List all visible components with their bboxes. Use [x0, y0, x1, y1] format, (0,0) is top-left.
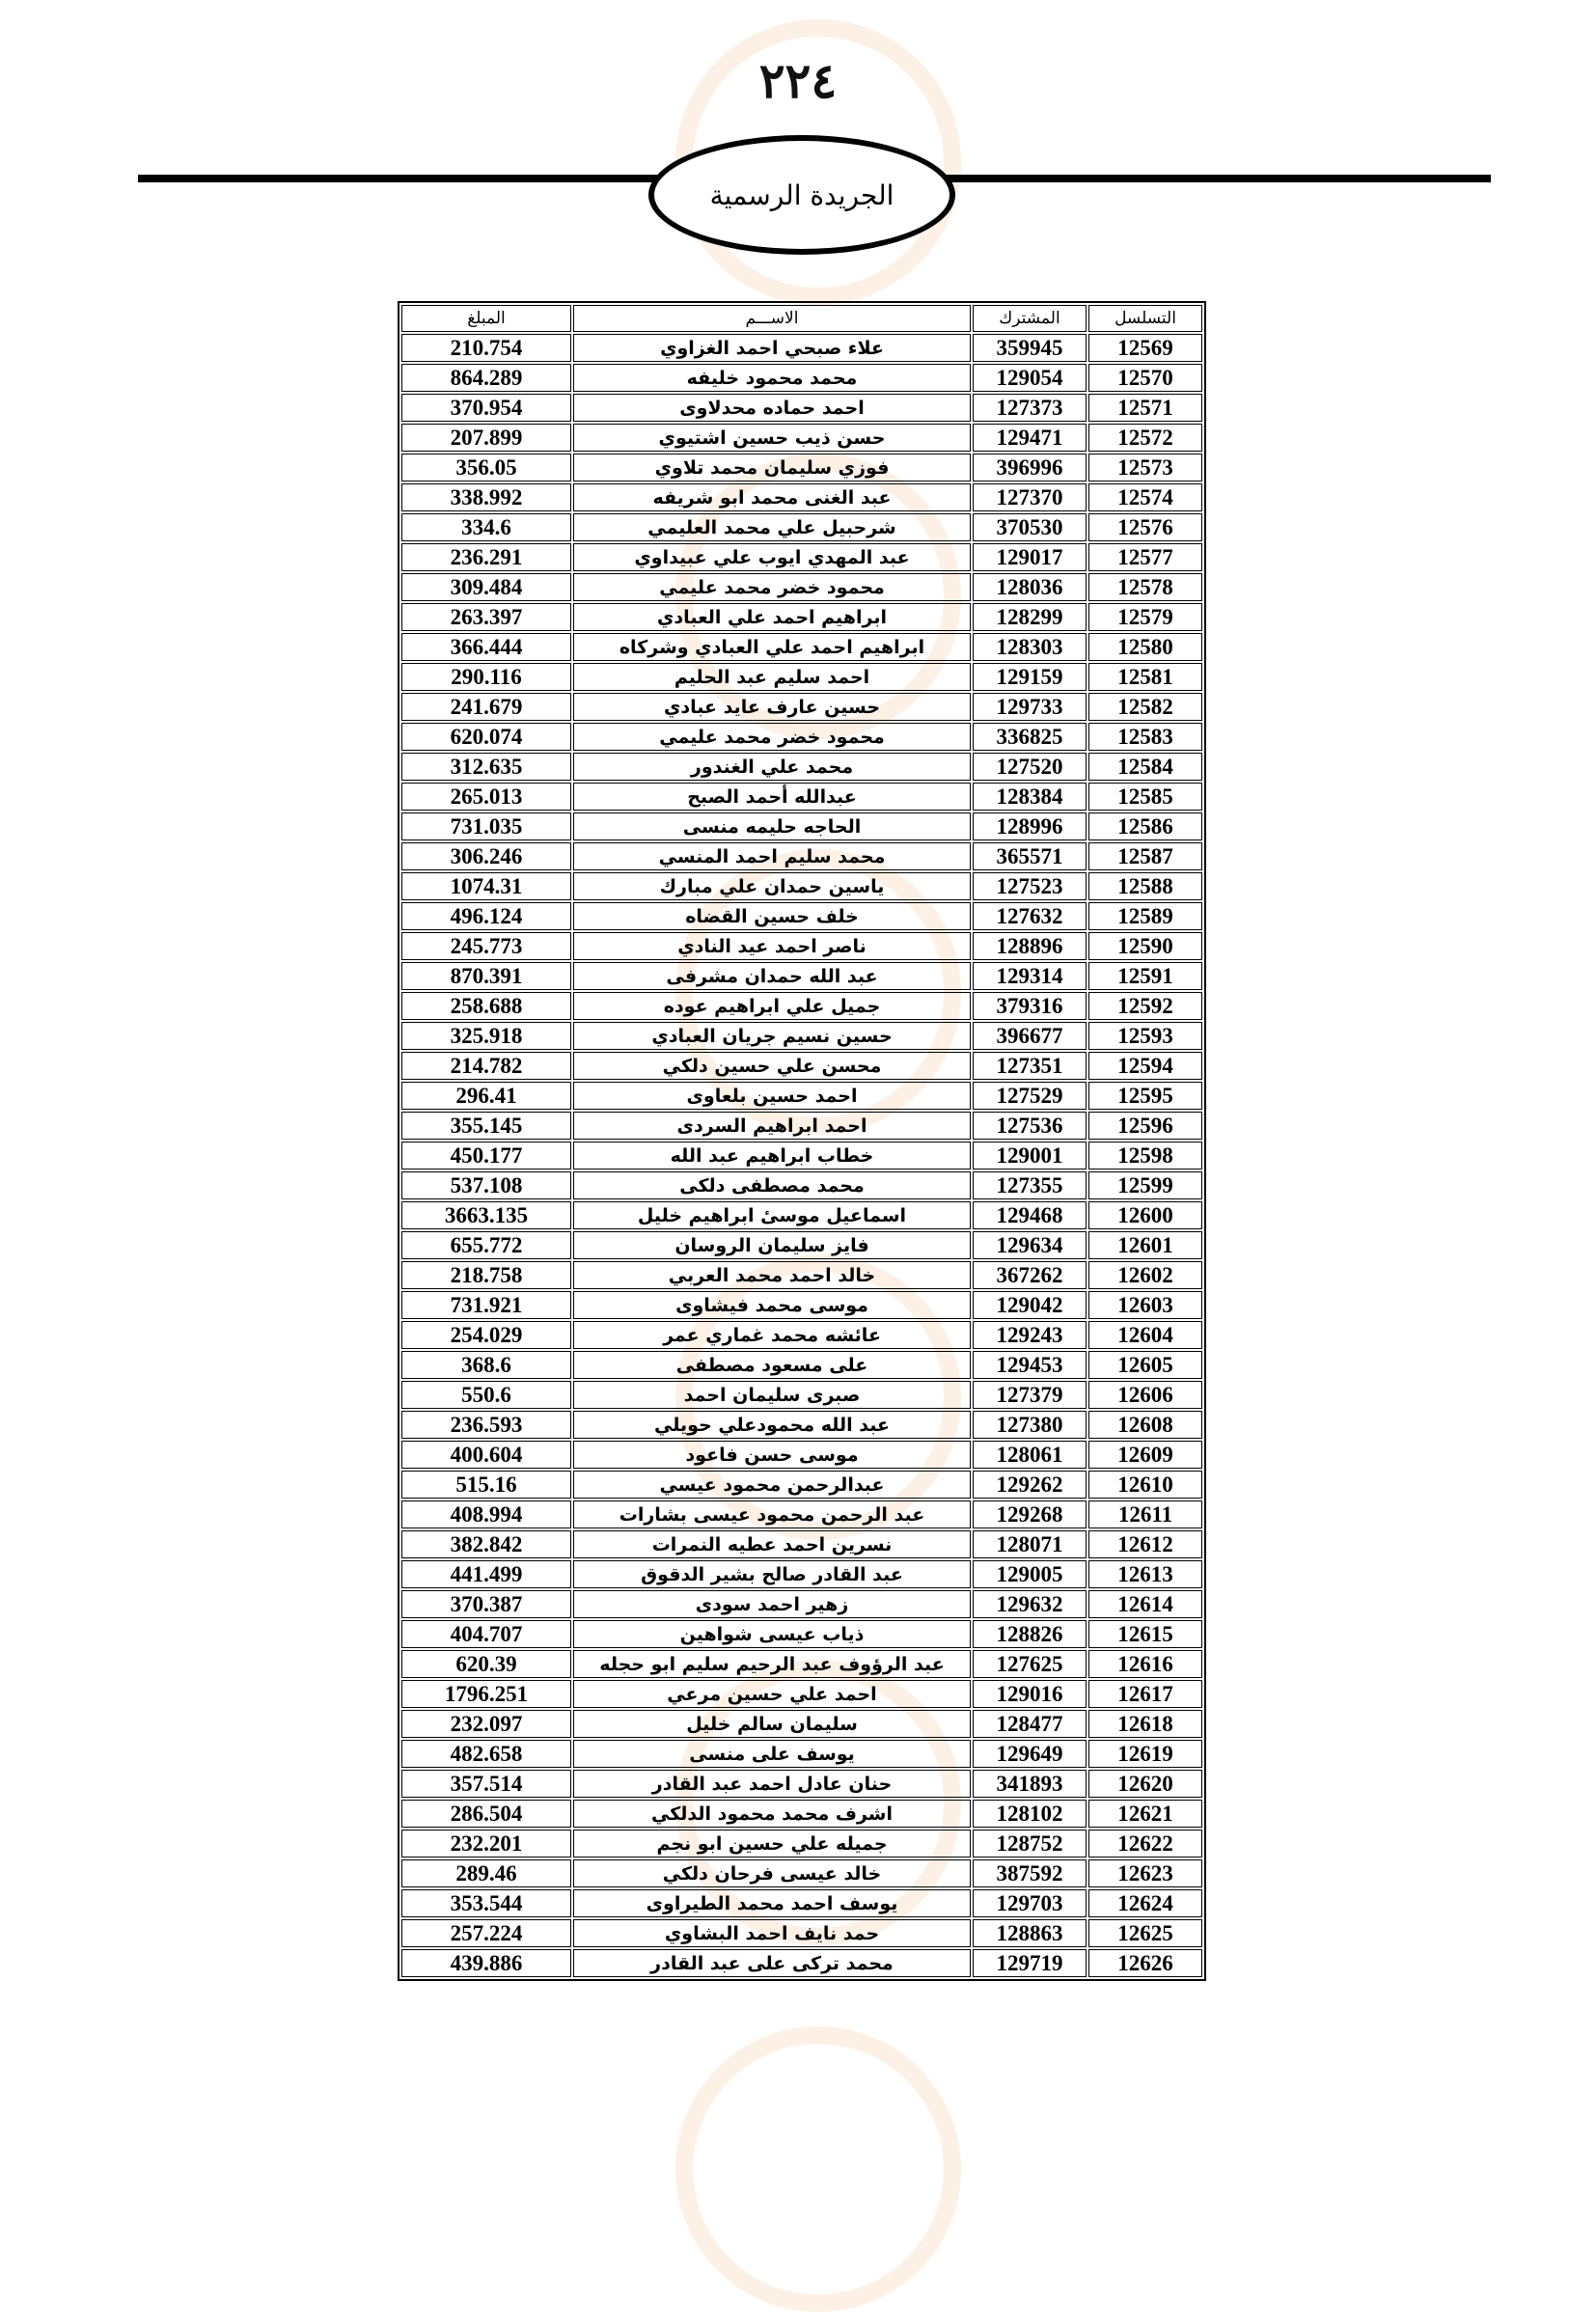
gazette-title-oval: [648, 135, 955, 255]
cell-name: محمود خضر محمد عليمي: [573, 723, 971, 751]
cell-serial: 12570: [1088, 364, 1202, 392]
cell-amount: 334.6: [401, 513, 571, 541]
table-row: [401, 1889, 1202, 1917]
cell-name: عبدالله أحمد الصبح: [573, 783, 971, 811]
cell-serial: 12624: [1088, 1889, 1202, 1917]
table-row: [401, 842, 1202, 870]
cell-name: ابراهيم احمد علي العبادي وشركاه: [573, 633, 971, 661]
cell-serial: 12603: [1088, 1291, 1202, 1319]
table-header-row: [401, 305, 1202, 332]
cell-amount: 355.145: [401, 1112, 571, 1140]
cell-serial: 12583: [1088, 723, 1202, 751]
cell-serial: 12617: [1088, 1680, 1202, 1708]
table-row: [401, 633, 1202, 661]
cell-serial: 12598: [1088, 1142, 1202, 1170]
cell-subscriber: 127625: [973, 1650, 1087, 1678]
cell-subscriber: 129468: [973, 1201, 1087, 1229]
cell-serial: 12605: [1088, 1351, 1202, 1379]
cell-name: ابراهيم احمد علي العبادي: [573, 603, 971, 631]
cell-name: عبد الغنى محمد ابو شريفه: [573, 483, 971, 511]
cell-name: سليمان سالم خليل: [573, 1710, 971, 1738]
cell-name: محمد مصطفى دلكى: [573, 1171, 971, 1199]
cell-serial: 12611: [1088, 1500, 1202, 1528]
cell-subscriber: 129042: [973, 1291, 1087, 1319]
table-row: [401, 1142, 1202, 1170]
column-header-amount: المبلغ: [401, 305, 571, 332]
cell-subscriber: 128896: [973, 932, 1087, 960]
cell-serial: 12618: [1088, 1710, 1202, 1738]
cell-amount: 357.514: [401, 1770, 571, 1798]
cell-subscriber: 129005: [973, 1560, 1087, 1588]
cell-serial: 12601: [1088, 1231, 1202, 1259]
table-row: [401, 1381, 1202, 1409]
cell-name: حسين عارف عايد عبادي: [573, 693, 971, 721]
table-row: [401, 932, 1202, 960]
cell-name: حسن ذيب حسين اشتيوي: [573, 424, 971, 452]
cell-subscriber: 128752: [973, 1830, 1087, 1858]
cell-serial: 12602: [1088, 1261, 1202, 1289]
cell-serial: 12581: [1088, 663, 1202, 691]
cell-subscriber: 129632: [973, 1590, 1087, 1618]
table-row: [401, 1530, 1202, 1558]
table-row: [401, 1590, 1202, 1618]
cell-name: خلف حسين القضاه: [573, 902, 971, 930]
table-row: [401, 1201, 1202, 1229]
cell-name: محمود خضر محمد عليمي: [573, 573, 971, 601]
cell-name: ناصر احمد عيد النادي: [573, 932, 971, 960]
cell-serial: 12577: [1088, 543, 1202, 571]
cell-serial: 12592: [1088, 992, 1202, 1020]
cell-serial: 12616: [1088, 1650, 1202, 1678]
cell-amount: 290.116: [401, 663, 571, 691]
cell-name: موسى حسن فاعود: [573, 1441, 971, 1469]
cell-serial: 12610: [1088, 1471, 1202, 1499]
table-row: [401, 1800, 1202, 1828]
cell-amount: 515.16: [401, 1471, 571, 1499]
page-number: ٢٢٤: [758, 54, 838, 108]
cell-name: محمد محمود خليفه: [573, 364, 971, 392]
table-row: [401, 783, 1202, 811]
table-row: [401, 1620, 1202, 1648]
cell-name: فوزي سليمان محمد تلاوي: [573, 454, 971, 482]
cell-name: عائشه محمد غماري عمر: [573, 1321, 971, 1349]
cell-subscriber: 129262: [973, 1471, 1087, 1499]
cell-name: ياسين حمدان علي مبارك: [573, 872, 971, 900]
cell-name: حمد نايف احمد البشاوي: [573, 1919, 971, 1947]
column-header-serial: التسلسل: [1088, 305, 1202, 332]
table-row: [401, 1859, 1202, 1887]
cell-serial: 12625: [1088, 1919, 1202, 1947]
table-row: [401, 723, 1202, 751]
cell-serial: 12613: [1088, 1560, 1202, 1588]
table-row: [401, 1082, 1202, 1110]
cell-serial: 12600: [1088, 1201, 1202, 1229]
cell-amount: 870.391: [401, 962, 571, 990]
cell-serial: 12599: [1088, 1171, 1202, 1199]
cell-serial: 12594: [1088, 1052, 1202, 1080]
cell-name: زهير احمد سودى: [573, 1590, 971, 1618]
cell-amount: 306.246: [401, 842, 571, 870]
cell-name: محمد علي الغندور: [573, 753, 971, 781]
table-row: [401, 364, 1202, 392]
cell-subscriber: 129016: [973, 1680, 1087, 1708]
cell-amount: 236.291: [401, 543, 571, 571]
cell-amount: 265.013: [401, 783, 571, 811]
cell-name: اشرف محمد محمود الدلكي: [573, 1800, 971, 1828]
cell-amount: 214.782: [401, 1052, 571, 1080]
cell-subscriber: 387592: [973, 1859, 1087, 1887]
cell-amount: 325.918: [401, 1022, 571, 1050]
cell-amount: 210.754: [401, 334, 571, 362]
cell-serial: 12626: [1088, 1949, 1202, 1977]
cell-amount: 207.899: [401, 424, 571, 452]
cell-subscriber: 128826: [973, 1620, 1087, 1648]
table-row: [401, 693, 1202, 721]
cell-subscriber: 129471: [973, 424, 1087, 452]
cell-subscriber: 128863: [973, 1919, 1087, 1947]
cell-subscriber: 129634: [973, 1231, 1087, 1259]
cell-subscriber: 129719: [973, 1949, 1087, 1977]
cell-subscriber: 127355: [973, 1171, 1087, 1199]
cell-name: حسين نسيم جريان العبادي: [573, 1022, 971, 1050]
table-row: [401, 1171, 1202, 1199]
cell-name: جميله علي حسين ابو نجم: [573, 1830, 971, 1858]
cell-subscriber: 367262: [973, 1261, 1087, 1289]
cell-amount: 338.992: [401, 483, 571, 511]
cell-serial: 12571: [1088, 394, 1202, 422]
cell-amount: 450.177: [401, 1142, 571, 1170]
cell-name: محمد تركى على عبد القادر: [573, 1949, 971, 1977]
cell-name: خالد احمد محمد العربي: [573, 1261, 971, 1289]
cell-serial: 12572: [1088, 424, 1202, 452]
cell-amount: 218.758: [401, 1261, 571, 1289]
cell-amount: 368.6: [401, 1351, 571, 1379]
cell-serial: 12596: [1088, 1112, 1202, 1140]
table-row: [401, 483, 1202, 511]
cell-serial: 12578: [1088, 573, 1202, 601]
table-row: [401, 812, 1202, 840]
table-row: [401, 543, 1202, 571]
cell-name: احمد علي حسين مرعي: [573, 1680, 971, 1708]
cell-serial: 12622: [1088, 1830, 1202, 1858]
cell-name: صبرى سليمان احمد: [573, 1381, 971, 1409]
cell-subscriber: 127379: [973, 1381, 1087, 1409]
cell-subscriber: 128996: [973, 812, 1087, 840]
cell-name: شرحبيل علي محمد العليمي: [573, 513, 971, 541]
cell-serial: 12576: [1088, 513, 1202, 541]
cell-amount: 482.658: [401, 1740, 571, 1768]
table-row: [401, 1471, 1202, 1499]
cell-subscriber: 129649: [973, 1740, 1087, 1768]
table-row: [401, 1500, 1202, 1528]
cell-subscriber: 128061: [973, 1441, 1087, 1469]
cell-amount: 1074.31: [401, 872, 571, 900]
cell-name: على مسعود مصطفى: [573, 1351, 971, 1379]
table-row: [401, 902, 1202, 930]
cell-name: احمد حماده محدلاوى: [573, 394, 971, 422]
cell-subscriber: 359945: [973, 334, 1087, 362]
cell-amount: 366.444: [401, 633, 571, 661]
table-row: [401, 1919, 1202, 1947]
table-row: [401, 513, 1202, 541]
cell-subscriber: 127632: [973, 902, 1087, 930]
cell-serial: 12614: [1088, 1590, 1202, 1618]
cell-serial: 12588: [1088, 872, 1202, 900]
cell-subscriber: 129453: [973, 1351, 1087, 1379]
cell-name: عبد الله محمودعلي حويلي: [573, 1411, 971, 1439]
cell-amount: 408.994: [401, 1500, 571, 1528]
cell-subscriber: 129243: [973, 1321, 1087, 1349]
cell-amount: 620.39: [401, 1650, 571, 1678]
cell-amount: 731.035: [401, 812, 571, 840]
cell-subscriber: 129314: [973, 962, 1087, 990]
table-row: [401, 1321, 1202, 1349]
cell-amount: 353.544: [401, 1889, 571, 1917]
cell-name: يوسف احمد محمد الطيراوى: [573, 1889, 971, 1917]
table-row: [401, 962, 1202, 990]
cell-serial: 12573: [1088, 454, 1202, 482]
cell-name: موسى محمد فيشاوى: [573, 1291, 971, 1319]
table-row: [401, 1770, 1202, 1798]
cell-name: جميل علي ابراهيم عوده: [573, 992, 971, 1020]
cell-serial: 12591: [1088, 962, 1202, 990]
table-row: [401, 424, 1202, 452]
table-row: [401, 454, 1202, 482]
cell-serial: 12615: [1088, 1620, 1202, 1648]
cell-amount: 655.772: [401, 1231, 571, 1259]
table-row: [401, 992, 1202, 1020]
cell-subscriber: 127370: [973, 483, 1087, 511]
cell-serial: 12586: [1088, 812, 1202, 840]
cell-amount: 296.41: [401, 1082, 571, 1110]
cell-subscriber: 341893: [973, 1770, 1087, 1798]
cell-name: خطاب ابراهيم عبد الله: [573, 1142, 971, 1170]
cell-serial: 12579: [1088, 603, 1202, 631]
cell-name: محسن علي حسين دلكي: [573, 1052, 971, 1080]
cell-name: ذياب عيسى شواهين: [573, 1620, 971, 1648]
cell-subscriber: 128036: [973, 573, 1087, 601]
cell-amount: 257.224: [401, 1919, 571, 1947]
cell-subscriber: 127529: [973, 1082, 1087, 1110]
table-row: [401, 1949, 1202, 1977]
cell-subscriber: 370530: [973, 513, 1087, 541]
cell-serial: 12621: [1088, 1800, 1202, 1828]
cell-amount: 232.097: [401, 1710, 571, 1738]
cell-serial: 12608: [1088, 1411, 1202, 1439]
cell-amount: 620.074: [401, 723, 571, 751]
column-header-subscriber: المشترك: [973, 305, 1087, 332]
table-row: [401, 1231, 1202, 1259]
cell-name: عبد الرؤوف عبد الرحيم سليم ابو حجله: [573, 1650, 971, 1678]
cell-subscriber: 128071: [973, 1530, 1087, 1558]
cell-subscriber: 336825: [973, 723, 1087, 751]
cell-subscriber: 128102: [973, 1800, 1087, 1828]
table-row: [401, 1441, 1202, 1469]
cell-name: عبدالرحمن محمود عيسي: [573, 1471, 971, 1499]
cell-subscriber: 127351: [973, 1052, 1087, 1080]
cell-serial: 12593: [1088, 1022, 1202, 1050]
table-row: [401, 1022, 1202, 1050]
table-row: [401, 753, 1202, 781]
cell-amount: 309.484: [401, 573, 571, 601]
cell-serial: 12582: [1088, 693, 1202, 721]
cell-serial: 12589: [1088, 902, 1202, 930]
cell-amount: 258.688: [401, 992, 571, 1020]
cell-serial: 12587: [1088, 842, 1202, 870]
cell-serial: 12569: [1088, 334, 1202, 362]
table-row: [401, 1740, 1202, 1768]
cell-amount: 400.604: [401, 1441, 571, 1469]
cell-amount: 245.773: [401, 932, 571, 960]
watermark-clock-logo: [675, 2026, 961, 2312]
cell-subscriber: 128384: [973, 783, 1087, 811]
table-row: [401, 1680, 1202, 1708]
cell-amount: 731.921: [401, 1291, 571, 1319]
cell-name: احمد ابراهيم السردى: [573, 1112, 971, 1140]
cell-name: عبد القادر صالح بشير الدقوق: [573, 1560, 971, 1588]
table-row: [401, 1830, 1202, 1858]
cell-amount: 356.05: [401, 454, 571, 482]
cell-name: حنان عادل احمد عبد القادر: [573, 1770, 971, 1798]
table-row: [401, 1052, 1202, 1080]
table-row: [401, 1650, 1202, 1678]
cell-amount: 550.6: [401, 1381, 571, 1409]
cell-subscriber: 128299: [973, 603, 1087, 631]
cell-serial: 12595: [1088, 1082, 1202, 1110]
cell-subscriber: 127373: [973, 394, 1087, 422]
cell-subscriber: 129159: [973, 663, 1087, 691]
table-row: [401, 1560, 1202, 1588]
cell-subscriber: 128303: [973, 633, 1087, 661]
cell-serial: 12580: [1088, 633, 1202, 661]
cell-amount: 864.289: [401, 364, 571, 392]
cell-amount: 241.679: [401, 693, 571, 721]
cell-subscriber: 379316: [973, 992, 1087, 1020]
cell-subscriber: 129733: [973, 693, 1087, 721]
cell-amount: 441.499: [401, 1560, 571, 1588]
cell-subscriber: 128477: [973, 1710, 1087, 1738]
cell-serial: 12623: [1088, 1859, 1202, 1887]
cell-amount: 1796.251: [401, 1680, 571, 1708]
cell-subscriber: 365571: [973, 842, 1087, 870]
cell-amount: 382.842: [401, 1530, 571, 1558]
cell-amount: 404.707: [401, 1620, 571, 1648]
table-row: [401, 394, 1202, 422]
cell-amount: 537.108: [401, 1171, 571, 1199]
table-row: [401, 334, 1202, 362]
cell-serial: 12612: [1088, 1530, 1202, 1558]
table-row: [401, 1261, 1202, 1289]
cell-subscriber: 127380: [973, 1411, 1087, 1439]
table-row: [401, 1710, 1202, 1738]
cell-subscriber: 129268: [973, 1500, 1087, 1528]
cell-serial: 12609: [1088, 1441, 1202, 1469]
cell-name: عبد الله حمدان مشرفى: [573, 962, 971, 990]
cell-name: اسماعيل موسىٔ ابراهيم خليل: [573, 1201, 971, 1229]
cell-serial: 12619: [1088, 1740, 1202, 1768]
cell-serial: 12585: [1088, 783, 1202, 811]
cell-name: فايز سليمان الروسان: [573, 1231, 971, 1259]
cell-name: احمد حسين بلعاوى: [573, 1082, 971, 1110]
cell-subscriber: 129017: [973, 543, 1087, 571]
cell-subscriber: 129703: [973, 1889, 1087, 1917]
table-row: [401, 573, 1202, 601]
cell-serial: 12620: [1088, 1770, 1202, 1798]
cell-amount: 370.387: [401, 1590, 571, 1618]
table-row: [401, 603, 1202, 631]
cell-subscriber: 129054: [973, 364, 1087, 392]
cell-subscriber: 129001: [973, 1142, 1087, 1170]
cell-serial: 12584: [1088, 753, 1202, 781]
cell-name: احمد سليم عبد الحليم: [573, 663, 971, 691]
cell-amount: 236.593: [401, 1411, 571, 1439]
cell-name: محمد سليم احمد المنسي: [573, 842, 971, 870]
cell-name: عبد الرحمن محمود عيسى بشارات: [573, 1500, 971, 1528]
cell-amount: 254.029: [401, 1321, 571, 1349]
cell-subscriber: 127523: [973, 872, 1087, 900]
cell-serial: 12574: [1088, 483, 1202, 511]
cell-amount: 232.201: [401, 1830, 571, 1858]
cell-amount: 312.635: [401, 753, 571, 781]
cell-amount: 3663.135: [401, 1201, 571, 1229]
cell-name: علاء صبحي احمد الغزاوي: [573, 334, 971, 362]
cell-subscriber: 396677: [973, 1022, 1087, 1050]
table-row: [401, 872, 1202, 900]
cell-name: خالد عيسى فرحان دلكي: [573, 1859, 971, 1887]
cell-name: نسرين احمد عطيه النمرات: [573, 1530, 971, 1558]
cell-subscriber: 127536: [973, 1112, 1087, 1140]
cell-amount: 286.504: [401, 1800, 571, 1828]
cell-name: الحاجه حليمه منسى: [573, 812, 971, 840]
cell-amount: 289.46: [401, 1859, 571, 1887]
cell-subscriber: 127520: [973, 753, 1087, 781]
cell-amount: 370.954: [401, 394, 571, 422]
gazette-title: الجريدة الرسمية: [709, 179, 894, 211]
cell-subscriber: 396996: [973, 454, 1087, 482]
cell-amount: 263.397: [401, 603, 571, 631]
table-row: [401, 1112, 1202, 1140]
cell-name: عبد المهدي ايوب علي عبيداوي: [573, 543, 971, 571]
cell-serial: 12604: [1088, 1321, 1202, 1349]
table-row: [401, 663, 1202, 691]
cell-serial: 12590: [1088, 932, 1202, 960]
cell-serial: 12606: [1088, 1381, 1202, 1409]
table-row: [401, 1291, 1202, 1319]
table-row: [401, 1411, 1202, 1439]
table-row: [401, 1351, 1202, 1379]
payments-table: [398, 301, 1206, 1981]
column-header-name: الاســـم: [573, 305, 971, 332]
cell-amount: 439.886: [401, 1949, 571, 1977]
cell-name: يوسف على منسى: [573, 1740, 971, 1768]
cell-amount: 496.124: [401, 902, 571, 930]
